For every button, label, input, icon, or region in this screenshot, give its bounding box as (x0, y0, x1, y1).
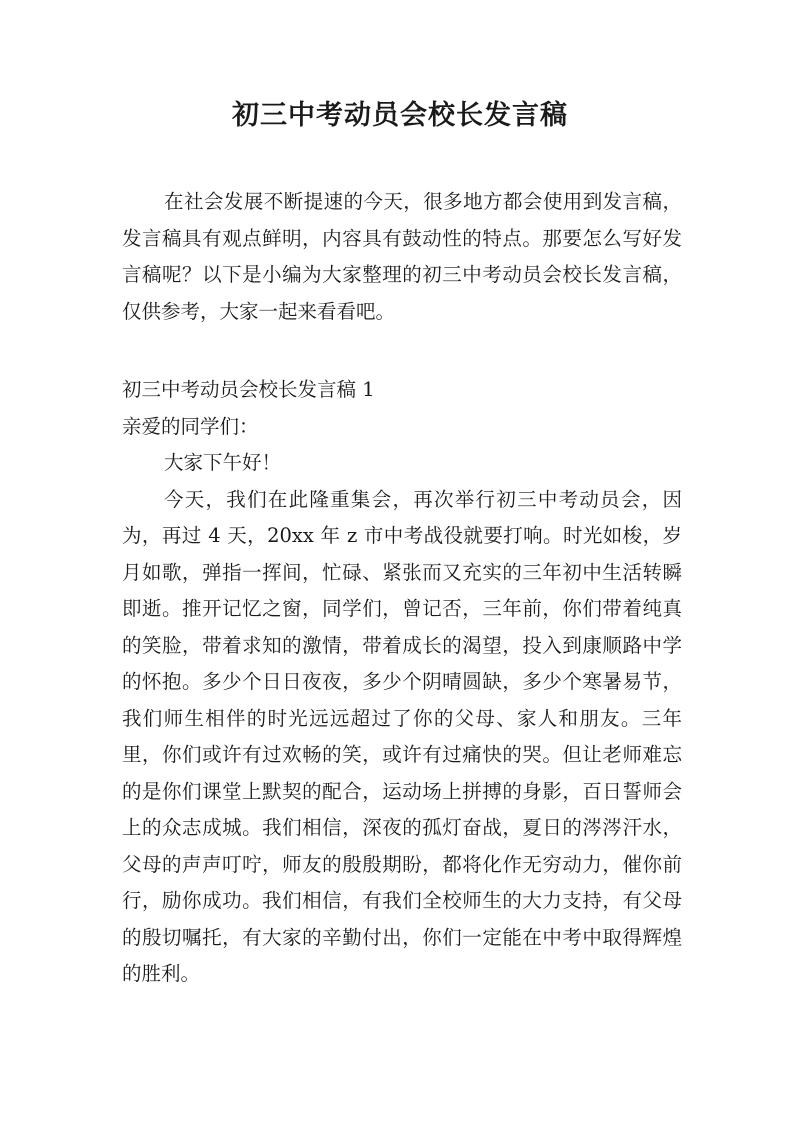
main-paragraph: 今天，我们在此隆重集会，再次举行初三中考动员会，因为，再过 4 天，20xx 年 z 市中考战役就要打响。时光如梭，岁月如歌，弹指一挥间，忙碌、紧张而又充实的三年初中生活转瞬即逝。推开记忆之窗，同学们，曾记否，三年前，你们带着纯真的笑脸，带着求知的激情，带着成长的渴望，投入到康顺路中学的怀抱。多少个日日夜夜，多少个阴晴圆缺，多少个寒暑易节，我们师生相伴的时光远远超过了你的父母、家人和朋友。三年里，你们或许有过欢畅的笑，或许有过痛快的哭。但让老师难忘的是你们课堂上默契的配合，运动场上拼搏的身影，百日誓师会上的众志成城。我们相信，深夜的孤灯奋战，夏日的涔涔汗水，父母的声声叮咛，师友的殷殷期盼，都将化作无穷动力，催你前行，励你成功。我们相信，有我们全校师生的大力支持，有父母的殷切嘱托，有大家的辛勤付出，你们一定能在中考中取得辉煌的胜利。 (122, 487, 682, 985)
section-heading: 初三中考动员会校长发言稿 1 (122, 378, 375, 401)
greeting: 大家下午好！ (164, 451, 282, 474)
intro-paragraph: 在社会发展不断提速的今天，很多地方都会使用到发言稿，发言稿具有观点鲜明，内容具有鼓动性的特点。那要怎么写好发言稿呢？以下是小编为大家整理的初三中考动员会校长发言稿，仅供参考，大家一起来看看吧。 (122, 190, 682, 323)
salutation: 亲爱的同学们： (122, 414, 259, 438)
speech-body (122, 372, 682, 993)
document-title: 初三中考动员会校长发言稿 (232, 100, 568, 131)
